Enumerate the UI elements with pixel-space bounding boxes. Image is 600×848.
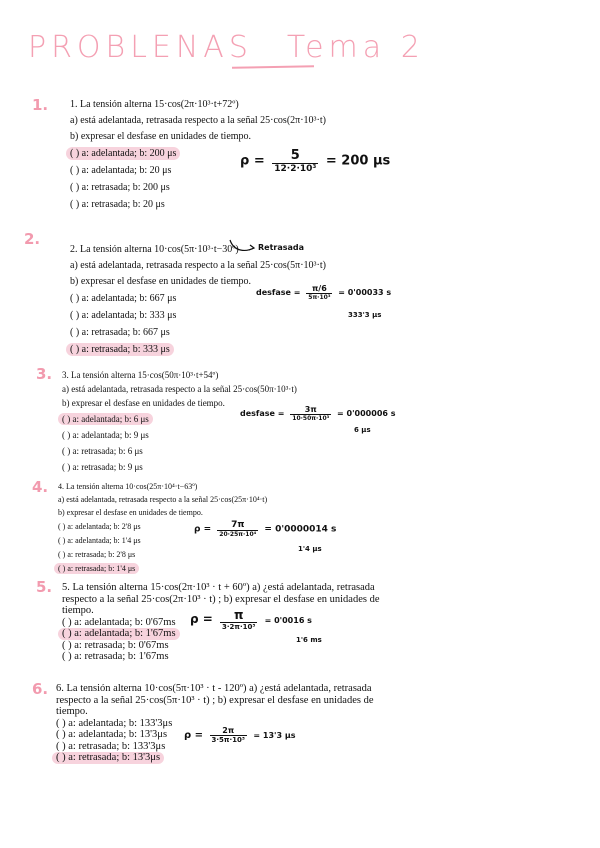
page-title [28,30,425,65]
work-result: = 0'00033 s [338,288,392,297]
work-fraction [217,520,258,538]
work-lhs: desfase = [256,288,301,297]
problem-5-handwritten-work [190,608,312,631]
work-result: = 0'0016 s [264,616,312,625]
title-word-1: PROBLENAS [28,30,253,65]
problem-2-option-3[interactable]: ( ) a: retrasada; b: 667 μs [70,327,170,338]
problem-2-statement: 2. La tensión alterna 10·cos(5π·10³·t−30º) [70,244,239,255]
problem-4-handwritten-work [194,520,336,538]
fraction-denominator: 12·2·10³ [274,164,317,174]
problem-2-note: Retrasada [258,243,305,252]
problem-6 [56,683,374,764]
problem-4-result-us: 1'4 μs [298,545,322,553]
fraction-numerator: 2π [210,726,247,736]
work-fraction [220,608,257,631]
work-lhs: desfase = [240,409,285,418]
problem-1-statement: 1. La tensión alterna 15·cos(2π·10³·t+72º) [70,99,239,110]
work-result: = 0'0000014 s [264,524,337,535]
problem-3-statement: 3. La tensión alterna 15·cos(50π·10³·t+54º) [62,370,219,380]
problem-3-option-2[interactable]: ( ) a: adelantada; b: 9 μs [62,430,149,440]
work-lhs: ρ = [240,153,265,169]
fraction-numerator: 7π [217,520,258,531]
title-underline [232,65,314,68]
work-result: = 200 μs [325,153,391,169]
problem-2-option-2[interactable]: ( ) a: adelantada; b: 333 μs [70,310,177,321]
problem-4-option-2[interactable]: ( ) a: adelantada; b: 1'4 μs [58,536,141,545]
problem-3-part-a: a) está adelantada, retrasada respecto a la señal 25·cos(50π·10³·t) [62,384,297,394]
work-result: = 13'3 μs [253,731,296,740]
problem-2-option-1[interactable]: ( ) a: adelantada; b: 667 μs [70,293,177,304]
work-fraction [272,148,318,174]
problem-4-statement: 4. La tensión alterna 10·cos(25π·10⁴·t−63º) [58,482,198,491]
problem-6-option-4[interactable]: ( ) a: retrasada; b: 13'3μs [52,752,164,764]
problem-4-option-1[interactable]: ( ) a: adelantada; b: 2'8 μs [58,522,141,531]
problem-1-handwritten-work [240,148,390,174]
fraction-denominator: 5π·10³ [308,294,331,301]
problem-2-part-a: a) está adelantada, retrasada respecto a la señal 25·cos(5π·10³·t) [70,260,326,271]
problem-5-option-1[interactable]: ( ) a: adelantada; b: 0'67ms [62,616,176,628]
problem-6-statement-line-3: tiempo. [56,706,88,717]
problem-5-result-ms: 1'6 ms [296,636,322,644]
problem-2-option-4[interactable]: ( ) a: retrasada; b: 333 μs [66,343,174,356]
problem-2-result-us: 333'3 μs [348,311,382,319]
problem-1-option-4[interactable]: ( ) a: retrasada; b: 20 μs [70,199,165,210]
problem-number-1: 1. [32,96,49,114]
work-lhs: ρ = [190,612,213,626]
work-fraction [290,405,331,422]
problem-6-option-2[interactable]: ( ) a: adelantada; b: 13'3μs [56,729,168,740]
problem-5-statement-line-1: 5. La tensión alterna 15·cos(2π·10³ · t + 60º) a) ¿está adelantada, retrasada [62,582,375,593]
fraction-denominator: 10·50π·10³ [292,415,330,422]
problem-5-statement-line-3: tiempo. [62,605,94,616]
problem-4-part-b: b) expresar el desfase en unidades de tiempo. [58,508,203,517]
problem-4-part-a: a) está adelantada, retrasada respecto a la señal 25·cos(25π·10⁴·t) [58,495,268,504]
fraction-denominator: 3·5π·10³ [211,736,245,744]
problem-number-3: 3. [36,365,53,383]
problem-1-option-2[interactable]: ( ) a: adelantada; b: 20 μs [70,165,172,176]
problem-6-statement-line-1: 6. La tensión alterna 10·cos(5π·10³ · t - 120º) a) ¿está adelantada, retrasada [56,683,372,694]
problem-number-2: 2. [24,230,41,248]
problem-5-option-4[interactable]: ( ) a: retrasada; b: 1'67ms [62,651,169,662]
fraction-numerator: π [220,608,257,623]
problem-number-5: 5. [36,578,53,596]
work-fraction [306,284,332,301]
fraction-denominator: 20·25π·10⁴ [219,531,257,538]
problem-5-option-2[interactable]: ( ) a: adelantada; b: 1'67ms [58,628,180,640]
problem-3-handwritten-work [240,405,396,422]
problem-3-result-us: 6 μs [354,426,371,434]
problem-1-option-3[interactable]: ( ) a: retrasada; b: 200 μs [70,182,170,193]
problem-number-4: 4. [32,478,49,496]
fraction-numerator: 3π [290,405,331,415]
work-lhs: ρ = [184,730,204,741]
problem-6-handwritten-work [184,726,295,744]
work-fraction [210,726,247,744]
fraction-denominator: 3·2π·10³ [222,623,256,631]
curved-arrow-icon [228,238,258,254]
problem-3-option-4[interactable]: ( ) a: retrasada; b: 9 μs [62,462,143,472]
problem-4-option-4[interactable]: ( ) a: retrasada; b: 1'4 μs [54,563,139,574]
problem-6-option-3[interactable]: ( ) a: retrasada; b: 133'3μs [56,740,166,752]
problem-2-handwritten-work [256,284,391,301]
problem-number-6: 6. [32,680,49,698]
problem-3-part-b: b) expresar el desfase en unidades de tiempo. [62,398,225,408]
problem-6-statement-line-2: respecto a la señal 25·cos(5π·10³ · t) ; b) expresar el desfase en unidades de [56,694,374,706]
problem-1-part-a: a) está adelantada, retrasada respecto a la señal 25·cos(2π·10³·t) [70,115,326,126]
problem-6-option-1[interactable]: ( ) a: adelantada; b: 133'3μs [56,717,173,729]
problem-5-statement-line-2: respecto a la señal 25·cos(2π·10³ · t) ; b) expresar el desfase en unidades de [62,593,380,605]
work-lhs: ρ = [194,524,212,535]
fraction-numerator: 5 [272,148,318,164]
problem-3-option-1[interactable]: ( ) a: adelantada; b: 6 μs [58,413,153,425]
problem-5-option-3[interactable]: ( ) a: retrasada; b: 0'67ms [62,639,169,651]
fraction-numerator: π/6 [306,284,332,294]
problem-2-part-b: b) expresar el desfase en unidades de tiempo. [70,276,252,287]
problem-4-option-3[interactable]: ( ) a: retrasada; b: 2'8 μs [58,550,136,559]
title-word-2: Tema 2 [286,30,425,65]
problem-1-part-b: b) expresar el desfase en unidades de tiempo. [70,131,252,142]
problem-3-option-3[interactable]: ( ) a: retrasada; b: 6 μs [62,446,143,456]
work-result: = 0'000006 s [337,409,396,418]
problem-1-option-1[interactable]: ( ) a: adelantada; b: 200 μs [66,147,180,160]
